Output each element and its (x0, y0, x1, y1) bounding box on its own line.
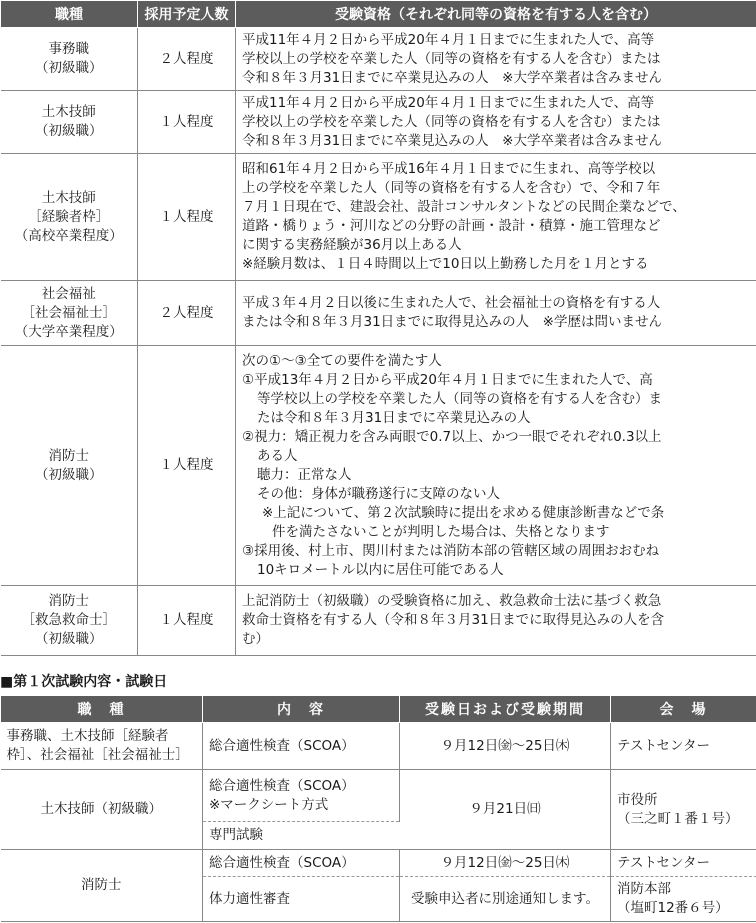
venue-cell (611, 770, 756, 850)
eligibility-row-civil-experienced (1, 154, 756, 281)
qualification-line: に関する実務経験が36月以上ある人 (242, 237, 462, 253)
job-level: （初級職） (35, 123, 103, 139)
qualification-line: 道路・橋りょう・河川などの分野の計画・設計・積算・施工管理など (242, 218, 661, 234)
venue-name: 消防本部 (617, 881, 671, 897)
exam-header-row (1, 696, 756, 723)
exam-schedule-table (0, 695, 756, 922)
qualification-line: 令和８年３月31日までに卒業見込みの人 ※大学卒業者は含みません (242, 69, 662, 86)
eligibility-header-row (1, 1, 756, 28)
qualification-line: ③採用後、村上市、関川村または消防本部の管轄区域の周囲おおむね (242, 542, 660, 559)
qualification-cell (236, 586, 756, 656)
qualification-line: 救命士資格を有する人（令和８年３月31日までに取得見込みの人を含 (242, 612, 665, 628)
qualification-note: ※経験月数は、１日４時間以上で10日以上勤務した月を１月とする (242, 256, 649, 272)
job-cell (1, 723, 203, 770)
job-cell: 土木技師（初級職） (1, 770, 203, 850)
qualification-line: む） (242, 631, 269, 647)
header-job: 職種 (1, 1, 138, 28)
qualification-line: 昭和61年４月２日から平成16年４月１日までに生まれ、高等学校以 (242, 161, 656, 177)
job-name: 事務職 (48, 41, 89, 57)
exam-row-firefighter (1, 850, 756, 877)
qualification-line: 学校以上の学校を卒業した人（同等の資格を有する人を含む）または (242, 113, 661, 130)
count-cell: ２人程度 (138, 281, 236, 346)
job-cell (1, 586, 138, 656)
exam-row-civil (1, 770, 756, 822)
job-cell (1, 346, 138, 586)
date-cell: ９月12日㈮～25日㈭ (400, 850, 611, 877)
count-cell: １人程度 (138, 586, 236, 656)
qualification-line: または令和８年３月31日までに取得見込みの人 ※学歴は問いません (242, 314, 662, 330)
job-line: 枠］、社会福祉［社会福祉士］ (6, 747, 189, 763)
job-name: 土木技師 (41, 104, 96, 120)
qualification-cell (236, 154, 756, 281)
content-cell: 体力適性審査 (203, 877, 400, 922)
job-line: 事務職、土木技師［経験者 (6, 728, 169, 744)
qualification-line: ある人 (257, 447, 298, 464)
venue-cell: テストセンター (611, 850, 756, 877)
exam-row-general (1, 723, 756, 770)
header-qualification: 受験資格（それぞれ同等の資格を有する人を含む） (236, 1, 756, 28)
qualification-line: 10キロメートル以内に居住可能である人 (257, 561, 504, 578)
qualification-cell (236, 28, 756, 91)
job-cell (1, 281, 138, 346)
header-date: 受験日および受験期間 (400, 696, 611, 723)
count-cell: １人程度 (138, 154, 236, 281)
job-name: 消防士 (48, 447, 89, 464)
qualification-cell (236, 346, 756, 586)
count-cell: ２人程度 (138, 28, 236, 91)
job-name: 消防士 (48, 593, 89, 609)
header-content: 内 容 (203, 696, 400, 723)
qualification-line: 平成３年４月２日以後に生まれた人で、社会福祉士の資格を有する人 (242, 295, 661, 311)
job-level: （高校卒業程度） (14, 227, 123, 244)
qualification-line: 平成11年４月２日から平成20年４月１日までに生まれた人で、高等 (242, 31, 655, 48)
qualification-line: 平成11年４月２日から平成20年４月１日までに生まれた人で、高等 (242, 94, 655, 111)
job-name: 土木技師 (41, 189, 96, 206)
job-level: （初級職） (35, 60, 103, 76)
content-cell: 専門試験 (203, 822, 400, 850)
job-level: （初級職） (35, 466, 103, 483)
qualification-line: ７月１日現在で、建設会社、設計コンサルタントなどの民間企業などで、 (242, 199, 686, 215)
eligibility-row-social-welfare (1, 281, 756, 346)
qualification-line: 学校以上の学校を卒業した人（同等の資格を有する人を含む）または (242, 50, 661, 67)
count-cell: １人程度 (138, 91, 236, 154)
content-cell: 総合適性検査（SCOA） (203, 850, 400, 877)
count-cell: １人程度 (138, 346, 236, 586)
qualification-note: ※上記について、第２次試験時に提出を求める健康診断書などで条 (262, 504, 665, 521)
qualification-line: 上記消防士（初級職）の受験資格に加え、救急救命士法に基づく救急 (242, 593, 662, 609)
job-cell (1, 28, 138, 91)
qualification-line: 次の①～③全ての要件を満たす人 (242, 352, 442, 369)
qualification-line: ②視力：矯正視力を含み両眼で0.7以上、かつ一眼でそれぞれ0.3以上 (242, 428, 662, 445)
header-job: 職 種 (1, 696, 203, 723)
date-cell: 受験申込者に別途通知します。 (400, 877, 611, 922)
qualification-cell (236, 91, 756, 154)
date-cell: ９月12日㈮～25日㈭ (400, 723, 611, 770)
job-cell: 消防士 (1, 850, 203, 922)
qualification-cell (236, 281, 756, 346)
content-cell (203, 770, 400, 822)
header-count: 採用予定人数 (138, 1, 236, 28)
qualification-line: その他：身体が職務遂行に支障のない人 (257, 485, 500, 502)
venue-address: （塩町12番６号） (617, 900, 729, 916)
qualification-line: 聴力：正常な人 (257, 466, 352, 483)
job-track: ［経験者枠］ (28, 208, 110, 225)
job-level: （初級職） (35, 631, 103, 647)
date-cell: ９月21日㈰ (400, 770, 611, 850)
job-name: 社会福祉 (41, 285, 96, 302)
job-level: （大学卒業程度） (14, 323, 123, 340)
qualification-line: 上の学校を卒業した人（同等の資格を有する人を含む）で、令和７年 (242, 180, 661, 196)
qualification-line: ①平成13年４月２日から平成20年４月１日までに生まれた人で、高 (242, 371, 653, 388)
header-venue: 会 場 (611, 696, 756, 723)
job-track: ［救急救命士］ (21, 612, 116, 628)
qualification-line: たは令和８年３月31日までに卒業見込みの人 (257, 409, 531, 426)
job-cell (1, 91, 138, 154)
content-line: 総合適性検査（SCOA） (209, 777, 355, 794)
content-cell: 総合適性検査（SCOA） (203, 723, 400, 770)
eligibility-row-firefighter-paramedic (1, 586, 756, 656)
section-title-first-exam: ■第１次試験内容・試験日 (0, 674, 168, 690)
venue-cell (611, 877, 756, 922)
qualification-line: 等学校以上の学校を卒業した人（同等の資格を有する人を含む）ま (257, 390, 662, 407)
qualification-note: 件を満たさないことが判明した場合は、失格となります (272, 523, 610, 540)
job-track: ［社会福祉士］ (21, 304, 116, 321)
content-note: ※マークシート方式 (209, 796, 329, 813)
job-cell (1, 154, 138, 281)
venue-cell: テストセンター (611, 723, 756, 770)
eligibility-row-clerical (1, 28, 756, 91)
eligibility-row-firefighter (1, 346, 756, 586)
venue-address: （三之町１番１号） (617, 810, 739, 827)
venue-name: 市役所 (617, 791, 658, 808)
eligibility-row-civil (1, 91, 756, 154)
qualification-line: 令和８年３月31日までに卒業見込みの人 ※大学卒業者は含みません (242, 132, 662, 149)
